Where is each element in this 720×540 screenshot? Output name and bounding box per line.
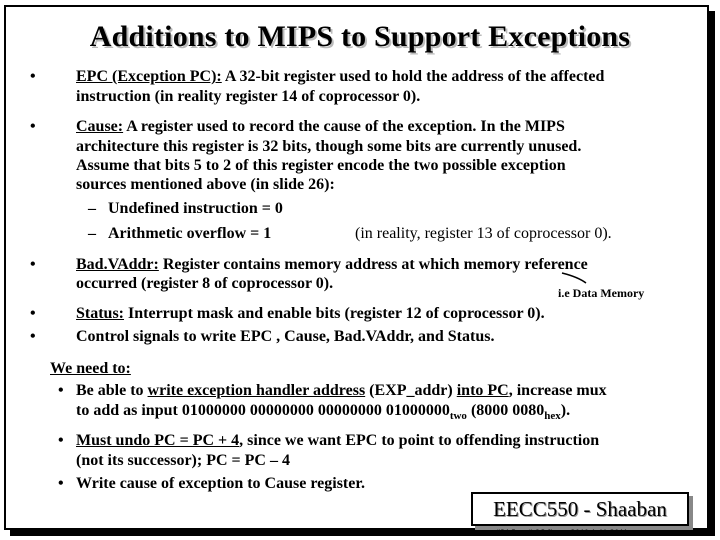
need-b1-pre: Be able to xyxy=(76,382,148,399)
badvaddr-term: Bad.VAddr: xyxy=(76,256,159,273)
need-b1-end: ). xyxy=(560,402,571,419)
cause-line1 xyxy=(76,117,565,137)
need-b1-mid: (8000 0080 xyxy=(466,402,545,419)
cause-line3: Assume that bits 5 to 2 of this register encode the two possible exception xyxy=(76,157,566,174)
need-b1-sub-hex: hex xyxy=(544,410,561,422)
bullet: • xyxy=(30,68,36,85)
cause-line4: sources mentioned above (in slide 26): xyxy=(76,176,335,193)
badvaddr-annotation: i.e Data Memory xyxy=(558,286,645,300)
need-b3: Write cause of exception to Cause register. xyxy=(76,475,365,492)
epc-line2: instruction (in reality register 14 of coprocessor 0). xyxy=(76,88,421,105)
badvaddr-line1-text: Register contains memory address at which memory reference xyxy=(158,256,588,273)
dash: – xyxy=(88,225,96,242)
status-line1-text: Interrupt mask and enable bits (register 12 of coprocessor 0). xyxy=(124,305,545,322)
bullet: • xyxy=(30,118,36,135)
need-b1-post: , increase mux xyxy=(508,382,607,399)
status-line1 xyxy=(76,304,545,324)
epc-line1-text: A 32-bit register used to hold the address of the affected xyxy=(221,68,605,85)
bullet: • xyxy=(30,328,36,345)
need-b1-mid1: (EXP_addr) xyxy=(365,382,457,399)
need-b1-u2: into PC xyxy=(456,382,509,399)
cause-sub2: Arithmetic overflow = 1 xyxy=(108,225,272,242)
epc-term: EPC (Exception PC): xyxy=(76,68,222,85)
need-b1-sub-two: two xyxy=(449,410,467,422)
cause-sub2-note: (in reality, register 13 of coprocessor 0). xyxy=(355,225,612,242)
cause-sub1: Undefined instruction = 0 xyxy=(108,200,283,217)
need-b2-line2: (not its successor); PC = PC – 4 xyxy=(76,452,290,469)
need-b1-line2-pre: to add as input 01000000 00000000 00000000 01000000 xyxy=(76,402,450,419)
cause-line1-text: A register used to record the cause of the exception. In the MIPS xyxy=(123,118,565,135)
need-b2-term: Must undo PC = PC + 4 xyxy=(76,432,240,449)
need-b1-u1: write exception handler address xyxy=(147,382,366,399)
badvaddr-line2: occurred (register 8 of coprocessor 0). xyxy=(76,275,334,292)
badvaddr-line1 xyxy=(76,255,588,275)
need-b1-line2 xyxy=(76,401,570,426)
bullet: • xyxy=(58,432,64,449)
need-b2-rest: , since we want EPC to point to offending instruction xyxy=(239,432,600,449)
slide-footer: #31 Lec # 6 Winter 2010 1-11-2011 xyxy=(496,528,628,538)
slide-title: Additions to MIPS to Support Exceptions xyxy=(89,20,631,53)
bullet: • xyxy=(58,475,64,492)
bullet: • xyxy=(30,305,36,322)
need-b2-line1 xyxy=(76,431,599,451)
epc-line1 xyxy=(76,67,604,87)
status-term: Status: xyxy=(76,305,125,322)
dash: – xyxy=(88,200,96,217)
need-heading: We need to: xyxy=(50,360,131,377)
bullet: • xyxy=(58,382,64,399)
need-b1-line1 xyxy=(76,381,607,401)
cause-line2: architecture this register is 32 bits, though some bits are currently unused. xyxy=(76,138,582,155)
course-badge: EECC550 - Shaaban xyxy=(471,492,689,526)
control-line1: Control signals to write EPC , Cause, Bad.VAddr, and Status. xyxy=(76,328,495,345)
cause-term: Cause: xyxy=(76,118,124,135)
bullet: • xyxy=(30,256,36,273)
